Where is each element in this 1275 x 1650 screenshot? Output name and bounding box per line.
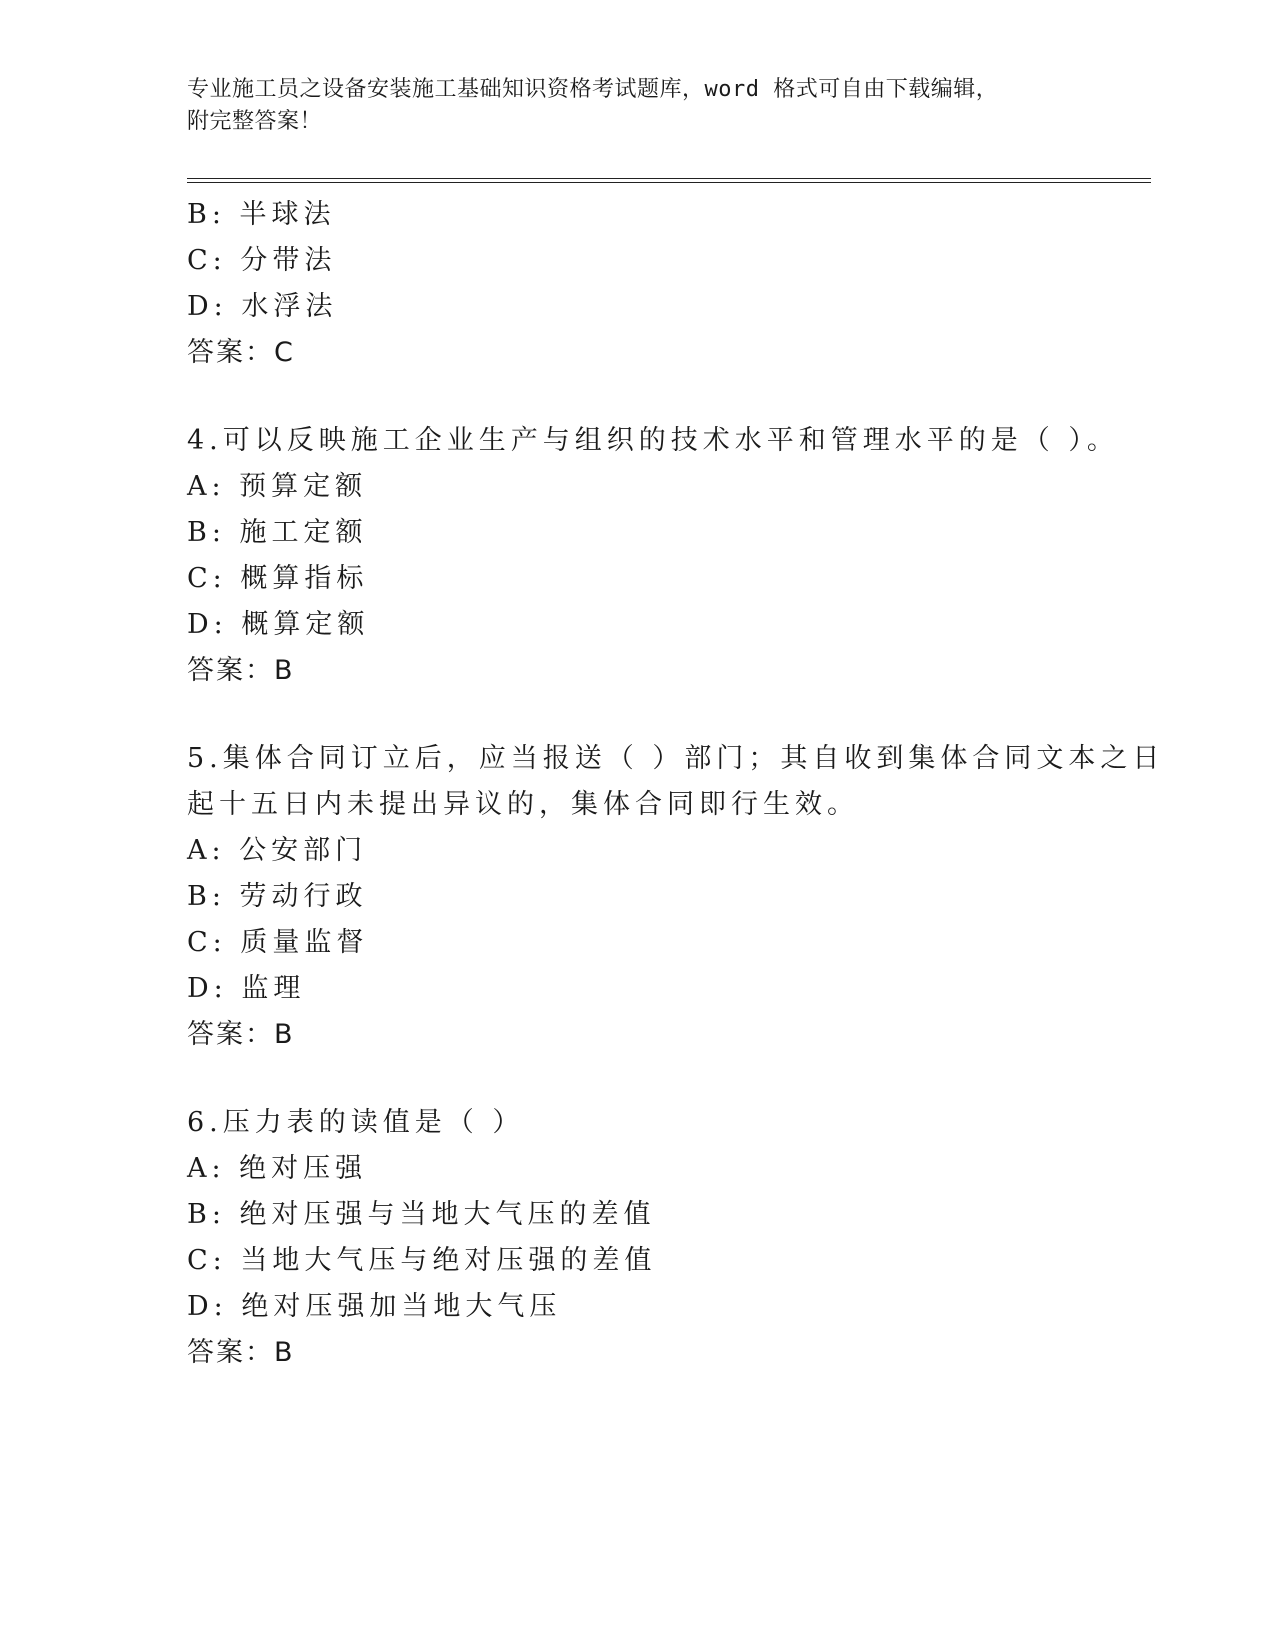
option-a: A: 预算定额 <box>187 471 368 502</box>
option-d: D: 绝对压强加当地大气压 <box>187 1291 562 1322</box>
option-a: A: 公安部门 <box>187 835 368 866</box>
option-d: D: 监理 <box>187 973 306 1004</box>
question-5 <box>187 736 1165 1058</box>
option-c: C: 当地大气压与绝对压强的差值 <box>187 1245 657 1276</box>
answer-line: 答案：B <box>187 655 295 686</box>
option-b: B: 绝对压强与当地大气压的差值 <box>187 1199 656 1230</box>
option-c: C: 质量监督 <box>187 927 369 958</box>
question-6 <box>187 1100 1087 1376</box>
question-4 <box>187 418 1119 694</box>
header-line-2: 附完整答案！ <box>187 109 323 134</box>
question-stem: 4.可以反映施工企业生产与组织的技术水平和管理水平的是（ ）。 <box>187 425 1119 456</box>
question-stem-cont: 起十五日内未提出异议的，集体合同即行生效。 <box>187 789 859 820</box>
option-b: B: 施工定额 <box>187 517 368 548</box>
option-b: B: 半球法 <box>187 199 336 230</box>
option-d: D: 水浮法 <box>187 291 338 322</box>
answer-line: 答案：C <box>187 337 295 368</box>
question-stem: 5.集体合同订立后，应当报送（ ）部门；其自收到集体合同文本之日 <box>187 743 1165 774</box>
continued-question <box>187 192 1087 376</box>
header-divider <box>187 178 1151 183</box>
page-header <box>187 74 1087 138</box>
header-line-1: 专业施工员之设备安装施工基础知识资格考试题库，word 格式可自由下载编辑， <box>187 77 999 102</box>
option-c: C: 分带法 <box>187 245 337 276</box>
option-a: A: 绝对压强 <box>187 1153 368 1184</box>
option-c: C: 概算指标 <box>187 563 369 594</box>
question-stem: 6.压力表的读值是（ ） <box>187 1107 525 1138</box>
option-b: B: 劳动行政 <box>187 881 368 912</box>
option-d: D: 概算定额 <box>187 609 370 640</box>
answer-line: 答案：B <box>187 1337 295 1368</box>
answer-line: 答案：B <box>187 1019 295 1050</box>
question-content <box>187 192 1165 1376</box>
